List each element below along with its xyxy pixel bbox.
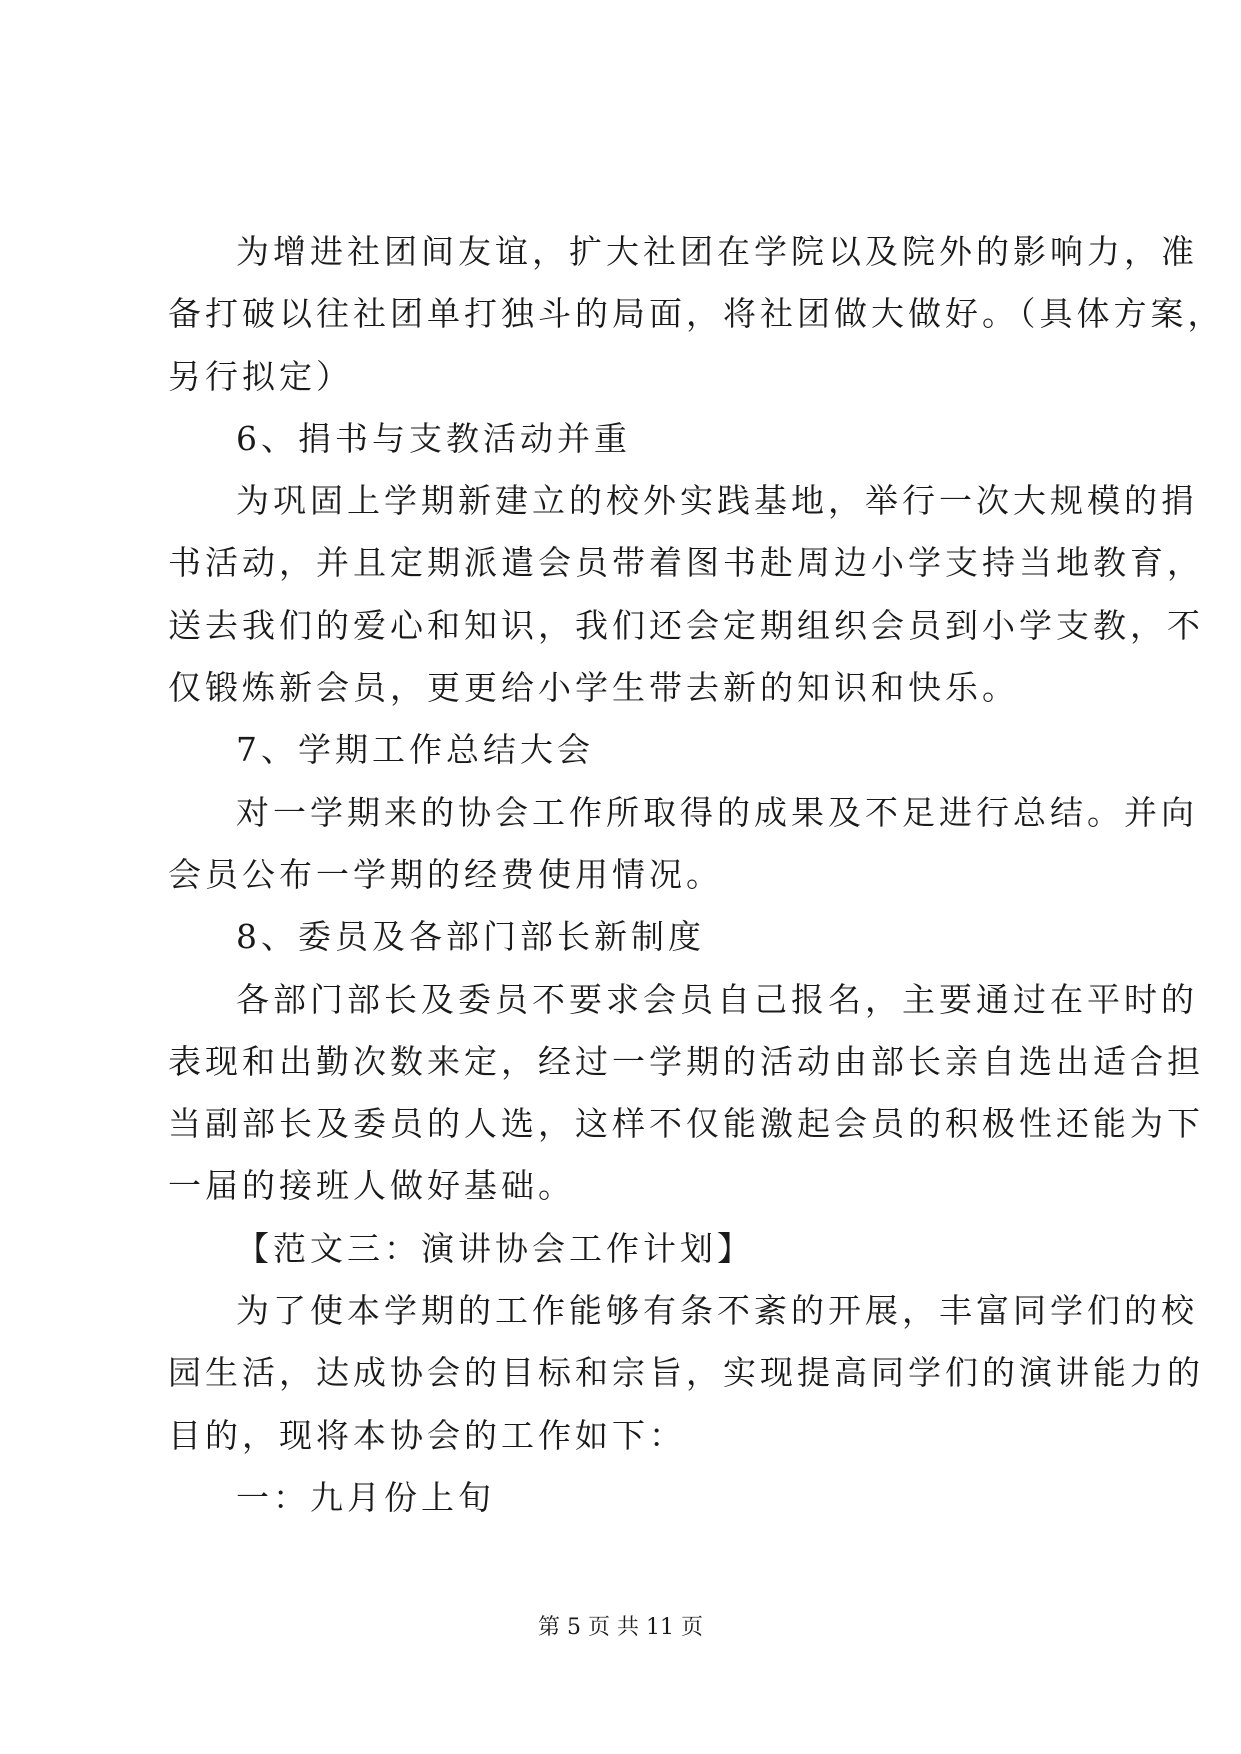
- text-line: 送去我们的爱心和知识，我们还会定期组织会员到小学支教，不: [168, 605, 1204, 645]
- text-line: 仅锻炼新会员，更更给小学生带去新的知识和快乐。: [168, 668, 1019, 708]
- text-line: 书活动，并且定期派遣会员带着图书赴周边小学支持当地教育，: [168, 543, 1204, 583]
- text-line: 为了使本学期的工作能够有条不紊的开展，丰富同学们的校: [236, 1291, 1198, 1331]
- text-line: 为增进社团间友谊，扩大社团在学院以及院外的影响力，准: [236, 232, 1198, 271]
- document-body: [168, 230, 1225, 1538]
- text-line: 备打破以往社团单打独斗的局面，将社团做大做好。（具体方案，: [168, 294, 1225, 334]
- page-number-footer: 第 5 页 共 11 页: [538, 1615, 703, 1640]
- section-heading: 6、捐书与支教活动并重: [236, 418, 631, 458]
- text-line: 当副部长及委员的人选，这样不仅能激起会员的积极性还能为下: [168, 1104, 1204, 1144]
- text-line: 另行拟定）: [168, 356, 353, 396]
- section-heading: 8、委员及各部门部长新制度: [236, 917, 705, 957]
- text-line: 一届的接班人做好基础。: [168, 1166, 575, 1206]
- text-line: 对一学期来的协会工作所取得的成果及不足进行总结。并向: [236, 792, 1198, 832]
- section-heading: 一：九月份上旬: [236, 1477, 495, 1517]
- text-line: 目的，现将本协会的工作如下：: [168, 1415, 686, 1455]
- section-heading: 7、学期工作总结大会: [236, 730, 594, 770]
- text-line: 园生活，达成协会的目标和宗旨，实现提高同学们的演讲能力的: [168, 1353, 1204, 1393]
- article-title: 【范文三：演讲协会工作计划】: [236, 1228, 754, 1268]
- text-line: 为巩固上学期新建立的校外实践基地，举行一次大规模的捐: [236, 481, 1198, 521]
- text-line: 表现和出勤次数来定，经过一学期的活动由部长亲自选出适合担: [168, 1041, 1204, 1081]
- text-line: 会员公布一学期的经费使用情况。: [168, 854, 723, 894]
- text-line: 各部门部长及委员不要求会员自己报名，主要通过在平时的: [236, 979, 1198, 1019]
